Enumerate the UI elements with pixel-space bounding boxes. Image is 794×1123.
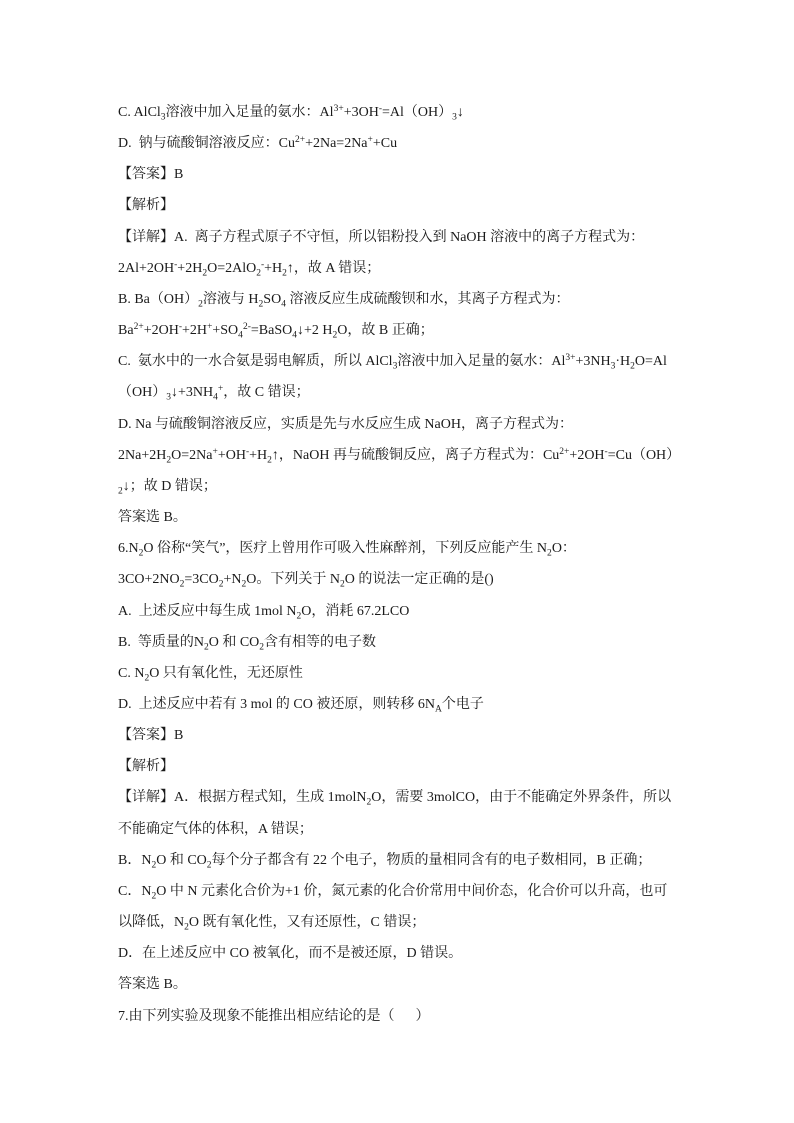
text-line bbox=[118, 720, 738, 751]
text-run: 2Al+2OH bbox=[118, 260, 175, 276]
text-run: O，需要 3molCO，由于不能确定外界条件，所以 bbox=[371, 790, 672, 806]
text-run: C．N bbox=[118, 883, 152, 899]
superscript: - bbox=[260, 259, 265, 270]
text-run: 答案选 B。 bbox=[118, 977, 187, 993]
subscript: 4 bbox=[213, 392, 218, 403]
subscript: 2 bbox=[282, 268, 287, 279]
text-line bbox=[118, 97, 738, 128]
subscript: 2 bbox=[138, 548, 144, 559]
text-line bbox=[118, 471, 738, 502]
superscript: 2+ bbox=[294, 134, 306, 145]
text-run: 【答案】B bbox=[118, 728, 184, 744]
subscript: 2 bbox=[118, 486, 123, 497]
subscript: 3 bbox=[392, 361, 398, 372]
text-run: D．在上述反应中 CO 被氧化，而不是被还原，D 错误。 bbox=[118, 946, 463, 962]
subscript: A bbox=[434, 704, 442, 715]
text-run: D. 钠与硫酸铜溶液反应：Cu bbox=[118, 136, 295, 152]
text-run: 3CO+2NO bbox=[118, 572, 180, 588]
subscript: 2 bbox=[166, 455, 172, 466]
subscript: 2 bbox=[256, 268, 261, 279]
subscript: 2 bbox=[547, 548, 552, 559]
text-line bbox=[118, 377, 738, 408]
text-run: =Al（OH） bbox=[381, 105, 453, 120]
text-line bbox=[118, 440, 738, 471]
text-line bbox=[118, 845, 738, 876]
text-run: O=2Na bbox=[171, 447, 213, 463]
text-run: 溶液中加入足量的氨水：Al bbox=[165, 105, 334, 120]
subscript: 2 bbox=[151, 891, 157, 902]
text-run: ·H bbox=[615, 354, 631, 370]
text-run: 2Na+2H bbox=[118, 447, 167, 463]
subscript: 3 bbox=[166, 392, 171, 403]
subscript: 2 bbox=[218, 579, 224, 590]
text-run: （OH） bbox=[118, 385, 167, 401]
subscript: 3 bbox=[452, 112, 457, 123]
text-run: C. AlCl bbox=[118, 105, 161, 120]
subscript: 2 bbox=[332, 330, 338, 341]
text-run: 【详解】A．根据方程式知，生成 1molN bbox=[118, 790, 367, 806]
subscript: 4 bbox=[292, 330, 297, 341]
text-run: +H bbox=[264, 260, 283, 276]
text-line bbox=[118, 876, 738, 907]
text-run: ↑，NaOH 再与硫酸铜反应，离子方程式为：Cu bbox=[271, 447, 560, 463]
text-run: 答案选 B。 bbox=[118, 510, 187, 526]
text-run: 6.N bbox=[118, 541, 139, 557]
text-run: B．N bbox=[118, 852, 152, 868]
text-line bbox=[118, 128, 738, 159]
text-run: ，故 C 错误； bbox=[223, 385, 310, 401]
text-line bbox=[118, 284, 738, 315]
text-run: B. 等质量的N bbox=[118, 634, 204, 650]
text-run: O 的说法一定正确的是() bbox=[344, 572, 494, 588]
subscript: 2 bbox=[203, 641, 209, 652]
superscript: 2+ bbox=[559, 446, 570, 457]
text-run: +2OH bbox=[569, 447, 605, 463]
superscript: + bbox=[217, 384, 224, 395]
subscript: 2 bbox=[206, 860, 212, 871]
superscript: - bbox=[245, 446, 250, 457]
text-line bbox=[118, 627, 738, 658]
text-line bbox=[118, 190, 738, 221]
text-run: 溶液中加入足量的氨水：Al bbox=[397, 354, 566, 370]
text-run: ↓+3NH bbox=[171, 385, 214, 401]
text-body bbox=[118, 97, 738, 1032]
superscript: + bbox=[207, 321, 213, 332]
text-run: +2H bbox=[177, 260, 203, 276]
text-run: +Cu bbox=[372, 136, 398, 152]
subscript: 2 bbox=[630, 361, 635, 372]
superscript: - bbox=[604, 446, 608, 457]
text-run: O=2AlO bbox=[207, 260, 257, 276]
text-line bbox=[118, 938, 738, 969]
text-run: +3NH bbox=[575, 354, 611, 370]
subscript: 2 bbox=[296, 610, 302, 621]
text-run: +3OH bbox=[343, 105, 379, 120]
subscript: 2 bbox=[144, 673, 150, 684]
text-run: O 中 N 元素化合价为+1 价，氮元素的化合价常用中间价态，化合价可以升高，也可 bbox=[156, 883, 668, 899]
text-run: ↓ bbox=[456, 105, 464, 120]
text-line bbox=[118, 782, 738, 813]
text-run: 【答案】B bbox=[118, 167, 184, 183]
text-run: 不能确定气体的体积，A 错误； bbox=[118, 821, 313, 837]
text-line bbox=[118, 658, 738, 689]
text-run: ↓+2 H bbox=[296, 323, 333, 339]
text-run: 7.由下列实验及现象不能推出相应结论的是（ ） bbox=[118, 1008, 430, 1024]
text-line bbox=[118, 253, 738, 284]
subscript: 2 bbox=[179, 579, 185, 590]
text-run: 每个分子都含有 22 个电子，物质的量相同含有的电子数相同，B 正确； bbox=[211, 852, 652, 868]
subscript: 2 bbox=[202, 268, 208, 279]
text-run: O，故 B 正确； bbox=[337, 323, 434, 339]
superscript: - bbox=[378, 103, 382, 114]
text-line bbox=[118, 409, 738, 440]
text-run: Ba bbox=[118, 323, 134, 339]
subscript: 4 bbox=[281, 299, 286, 310]
text-run: =3CO bbox=[184, 572, 219, 588]
superscript: 2- bbox=[242, 321, 251, 332]
text-line bbox=[118, 751, 738, 782]
text-run: C. N bbox=[118, 665, 145, 681]
text-run: +H bbox=[249, 447, 268, 463]
text-run: +2H bbox=[181, 323, 207, 339]
text-line bbox=[118, 907, 738, 938]
text-line bbox=[118, 159, 738, 190]
text-run: D. Na 与硫酸铜溶液反应，实质是先与水反应生成 NaOH，离子方程式为： bbox=[118, 416, 573, 432]
text-run: ↑，故 A 错误； bbox=[286, 260, 381, 276]
text-run: O 俗称“笑气”，医疗上曾用作可吸入性麻醉剂，下列反应能产生 N bbox=[143, 541, 548, 557]
text-run: +SO bbox=[212, 323, 239, 339]
text-run: =BaSO bbox=[250, 323, 293, 339]
subscript: 2 bbox=[151, 860, 157, 871]
text-run: O： bbox=[551, 541, 576, 557]
subscript: 2 bbox=[339, 579, 345, 590]
text-line bbox=[118, 502, 738, 533]
superscript: - bbox=[178, 321, 182, 332]
text-run: 溶液反应生成硫酸钡和水，其离子方程式为： bbox=[285, 291, 570, 307]
subscript: 2 bbox=[184, 922, 189, 933]
text-run: D. 上述反应中若有 3 mol 的 CO 被还原，则转移 6N bbox=[118, 696, 435, 712]
text-line bbox=[118, 533, 738, 564]
text-run: O 只有氧化性，无还原性 bbox=[149, 665, 303, 681]
text-run: O 和 CO bbox=[156, 852, 207, 868]
text-line bbox=[118, 222, 738, 253]
subscript: 2 bbox=[267, 455, 272, 466]
text-line bbox=[118, 346, 738, 377]
text-run: O 既有氧化性，又有还原性，C 错误； bbox=[188, 915, 426, 931]
text-run: A. 上述反应中每生成 1mol N bbox=[118, 603, 297, 619]
text-run: 【解析】 bbox=[118, 198, 174, 214]
subscript: 3 bbox=[160, 112, 166, 123]
subscript: 3 bbox=[610, 361, 616, 372]
text-run: B. Ba（OH） bbox=[118, 291, 199, 307]
text-run: 【解析】 bbox=[118, 759, 174, 775]
subscript: 4 bbox=[238, 330, 243, 341]
superscript: - bbox=[174, 259, 178, 270]
text-line bbox=[118, 969, 738, 1000]
text-run: O，消耗 67.2LCO bbox=[301, 603, 410, 619]
text-run: C. 氨水中的一水合氨是弱电解质，所以 AlCl bbox=[118, 354, 393, 370]
text-run: +OH bbox=[217, 447, 246, 463]
text-line bbox=[118, 564, 738, 595]
text-run: O。下列关于 N bbox=[246, 572, 340, 588]
superscript: + bbox=[212, 446, 218, 457]
text-run: 溶液与 H bbox=[202, 291, 259, 307]
text-line bbox=[118, 814, 738, 845]
text-run: =Cu（OH） bbox=[607, 447, 681, 463]
superscript: + bbox=[367, 134, 373, 145]
subscript: 2 bbox=[241, 579, 247, 590]
text-run: +N bbox=[223, 572, 242, 588]
text-run: O 和 CO bbox=[208, 634, 260, 650]
text-run: +2OH bbox=[143, 323, 179, 339]
text-run: +2Na=2Na bbox=[305, 136, 368, 152]
text-run: 个电子 bbox=[441, 696, 484, 712]
text-line bbox=[118, 596, 738, 627]
text-run: 含有相等的电子数 bbox=[264, 634, 377, 650]
superscript: 2+ bbox=[133, 321, 144, 332]
text-line bbox=[118, 315, 738, 346]
text-run: SO bbox=[263, 291, 282, 307]
subscript: 2 bbox=[366, 797, 372, 808]
subscript: 2 bbox=[259, 641, 265, 652]
text-line bbox=[118, 689, 738, 720]
subscript: 2 bbox=[198, 299, 203, 310]
superscript: 3+ bbox=[565, 353, 576, 364]
text-line bbox=[118, 1001, 738, 1032]
text-run: O=Al bbox=[634, 354, 667, 370]
text-run: 以降低，N bbox=[118, 915, 185, 931]
superscript: 3+ bbox=[333, 103, 344, 114]
text-run: ↓；故 D 错误； bbox=[122, 478, 217, 494]
text-run: 【详解】A. 离子方程式原子不守恒，所以铝粉投入到 NaOH 溶液中的离子方程式为： bbox=[118, 229, 645, 245]
subscript: 2 bbox=[258, 299, 264, 310]
